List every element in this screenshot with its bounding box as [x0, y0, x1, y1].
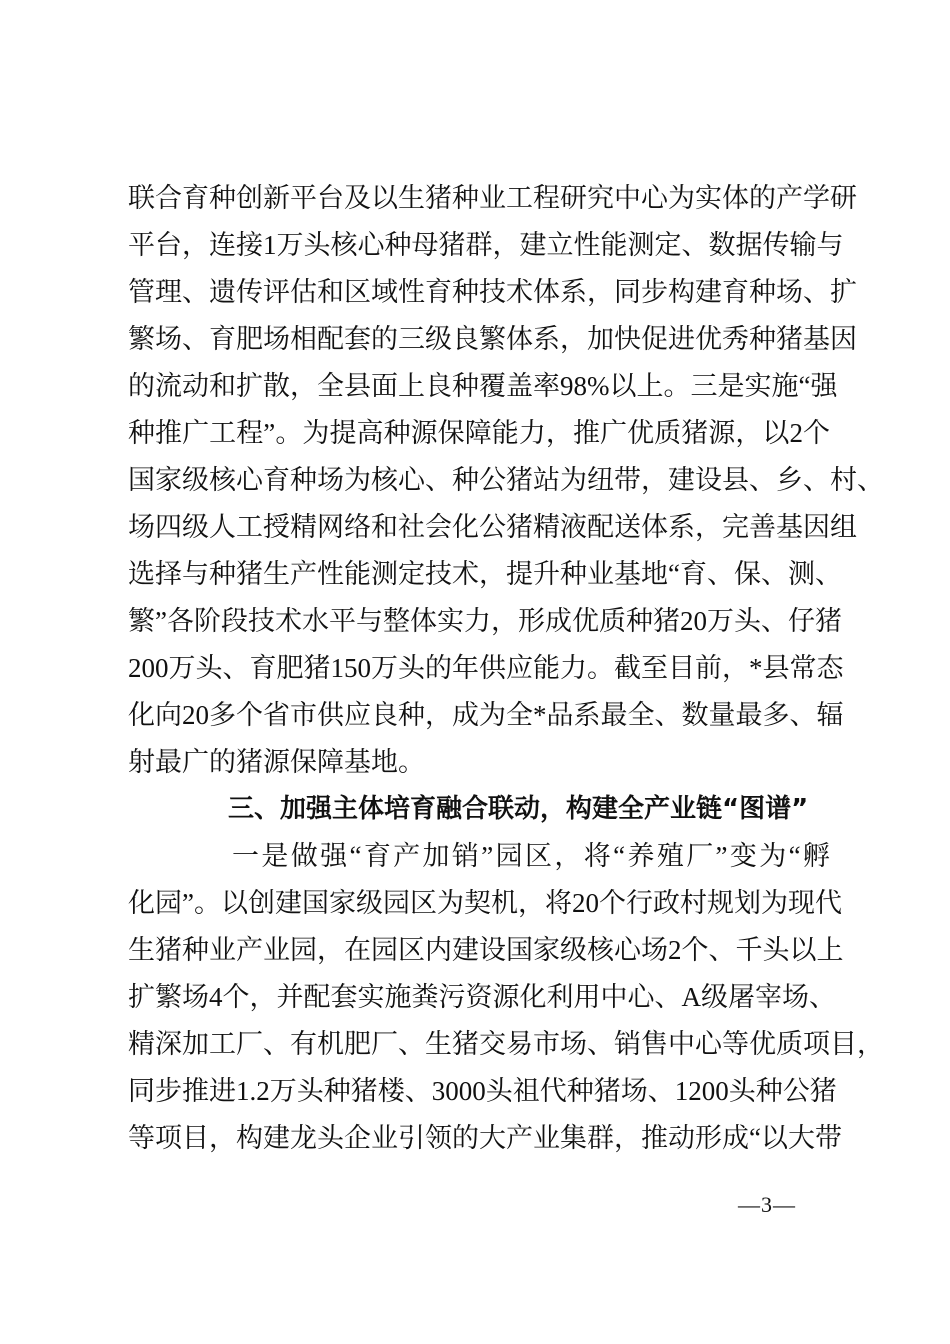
paragraph-line: 同步推进1.2万头种猪楼、3000头祖代种猪场、1200头种公猪 — [128, 1076, 837, 1106]
paragraph-line: 扩繁场4个，并配套实施粪污资源化利用中心、A级屠宰场、 — [128, 982, 836, 1012]
paragraph-line: 国家级核心育种场为核心、种公猪站为纽带，建设县、乡、村、 — [128, 465, 884, 495]
paragraph-line: 管理、遗传评估和区域性育种技术体系，同步构建育种场、扩 — [128, 277, 857, 307]
paragraph-line: 200万头、育肥猪150万头的年供应能力。截至目前，*县常态 — [128, 653, 844, 683]
document-body — [128, 175, 884, 1162]
paragraph-line: 繁场、育肥场相配套的三级良繁体系，加快促进优秀种猪基因 — [128, 324, 857, 354]
paragraph-line: 化向20多个省市供应良种，成为全*品系最全、数量最多、辐 — [128, 700, 844, 730]
paragraph-line: 联合育种创新平台及以生猪种业工程研究中心为实体的产学研 — [128, 183, 857, 213]
paragraph-line: 一是做强“育产加销”园区，将“养殖厂”变为“孵 — [232, 841, 830, 871]
paragraph-line: 等项目，构建龙头企业引领的大产业集群，推动形成“以大带 — [128, 1123, 842, 1153]
paragraph-line: 种推广工程”。为提高种源保障能力，推广优质猪源，以2个 — [128, 418, 830, 448]
paragraph-line: 射最广的猪源保障基地。 — [128, 747, 425, 777]
section-heading: 三、加强主体培育融合联动，构建全产业链“图谱” — [228, 794, 809, 824]
paragraph-line: 平台，连接1万头核心种母猪群，建立性能测定、数据传输与 — [128, 230, 844, 260]
paragraph-line: 选择与种猪生产性能测定技术，提升种业基地“育、保、测、 — [128, 559, 842, 589]
paragraph-line: 精深加工厂、有机肥厂、生猪交易市场、销售中心等优质项目， — [128, 1029, 884, 1059]
page-number: —3— — [738, 1192, 796, 1217]
paragraph-line: 生猪种业产业园，在园区内建设国家级核心场2个、千头以上 — [128, 935, 844, 965]
paragraph-line: 化园”。以创建国家级园区为契机，将20个行政村规划为现代 — [128, 888, 842, 918]
paragraph-line: 繁”各阶段技术水平与整体实力，形成优质种猪20万头、仔猪 — [128, 606, 842, 636]
paragraph-line: 场四级人工授精网络和社会化公猪精液配送体系，完善基因组 — [128, 512, 857, 542]
paragraph-line: 的流动和扩散，全县面上良种覆盖率98%以上。三是实施“强 — [128, 371, 838, 401]
